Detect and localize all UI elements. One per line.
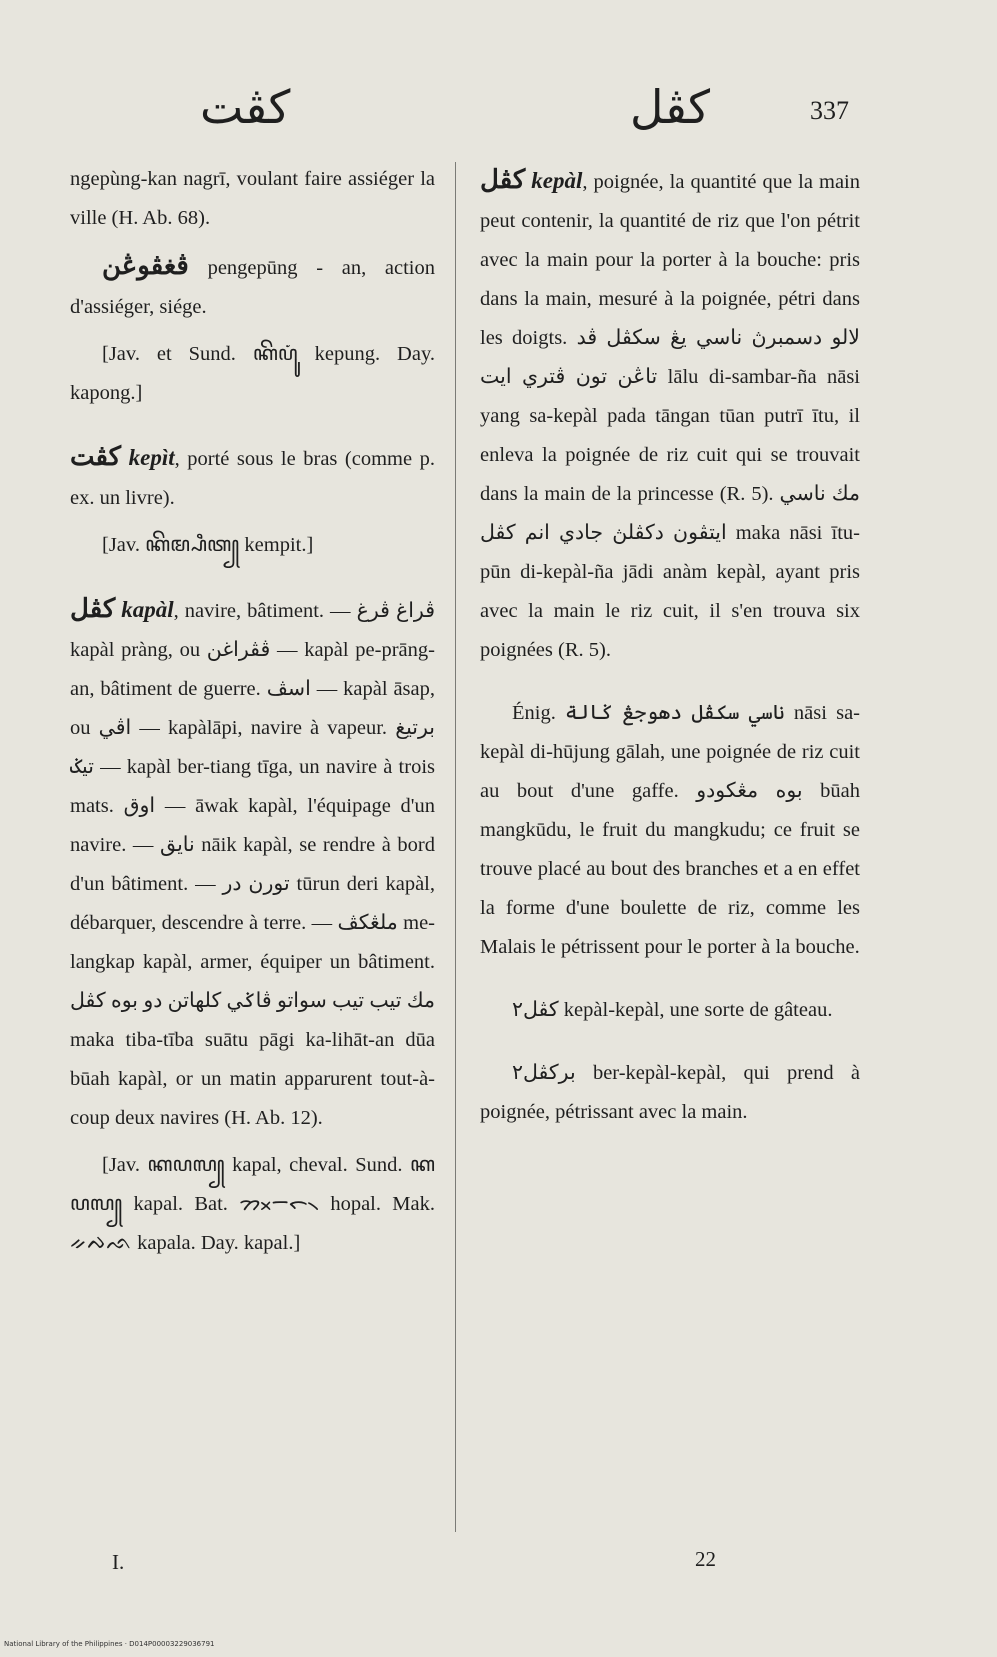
page-number: 337 [810, 96, 849, 125]
arabic-word: ڤغڤوڠن [102, 251, 189, 280]
entry-kepal [480, 160, 860, 670]
entry-kepal-kepal: كڤل٢ kepàl-kepàl, une sorte de gâteau. [512, 999, 833, 1021]
headword: kepìt [128, 445, 175, 470]
headword: kepàl [531, 168, 583, 193]
arabic-headword: كڤل [480, 165, 526, 194]
column-divider [455, 162, 456, 1532]
entry-kapal [70, 589, 435, 1138]
entry-continuation: ngepùng-kan nagrī, voulant faire assiéger la ville (H. Ab. 68). [70, 168, 435, 229]
arabic-headword: كڤت [70, 442, 122, 471]
right-column [480, 160, 860, 1140]
cognates-kempit: [Jav. ꦏꦼꦩ꧀ꦥꦶꦠ꧀ kempit.] [102, 534, 314, 556]
entry-text: , navire, bâtiment. — ڤراغ ڤرغ kapàl pràng, ou ڤڤراغن — kapàl pe-prāng-an, bâtiment de guerre. اسڤ — kapàl āsap, ou اڤي — kapàlāpi, navire à vapeur. برتيغ تيݢ — kapàl ber-tiang tīga, un navire à trois mats. اوق — āwak kapàl, l'équipage d'un navire. — نايق nāik kapàl, se rendre à bord d'un bâtiment. — تورن در tūrun deri kapàl, débarquer, descendre à terre. — ملڠكڤ me-langkap kapàl, armer, équiper un bâtiment. مك تيب تيب سواتو ڤاݢي كلهاتن دو بوه كڤل maka tiba-tība suātu pāgi ka-lihāt-an dūa būah kapàl, or un matin apparurent tout-à-coup deux navires (H. Ab. 12). [70, 600, 436, 1129]
arabic-headword: كڤل [70, 594, 116, 623]
left-column [70, 160, 435, 1271]
entry-pengepungan [70, 246, 435, 327]
headword: kapàl [121, 597, 174, 622]
signature-number: 22 [695, 1547, 716, 1571]
entry-text: pengepūng - an, action d'assiéger, siége. [70, 257, 436, 318]
left-running-head: كڤت [200, 82, 291, 133]
entry-ber-kepal-kepal: بركڤل٢ ber-kepàl-kepàl, qui prend à poignée, pétrissant avec la main. [480, 1062, 860, 1123]
signature-mark: I. [112, 1550, 125, 1574]
entry-kepit [70, 437, 435, 518]
scan-footer: National Library of the Philippines · D014P00003229036791 [4, 1640, 215, 1648]
riddle: Énig. ناسي سكڤل دهوجڠ ݢالة nāsi sa-kepàl di-hūjung gālah, une poignée de riz cuit au bout d'une gaffe. بوه مڠكودو būah mangkūdu, le fruit du mangkudu; ce fruit se trouve placé au bout des branches et a en effet la forme d'une boulette de riz, comme les Malais le pétrissent pour le porter à la bouche. [480, 702, 860, 958]
cognates-kepung: [Jav. et Sund. ꦏꦼꦥꦸꦁ kepung. Day. kapong.] [70, 343, 435, 404]
right-running-head: كڤل [630, 82, 711, 133]
entry-text: , poignée, la quantité que la main peut contenir, la quantité de riz que l'on pétrit avec la main pour la porter à la bouche: pris dans la main, mesuré à la poignée, pétri dans les doigts. لالو دسمبرڽ ناسي يڠ سكڤل ڤد تاڠن تون ڤتري ايت lālu di-sambar-ña nāsi yang sa-kepàl pada tāngan tūan putrī ītu, il enleva la poignée de riz cuit qui se trouvait dans la main de la princesse (R. 5). مك ناسي ايتڤون دكڤلڽ جادي انم كڤل maka nāsi ītu-pūn di-kepàl-ña jādi anàm kepàl, ayant pris avec la main le riz cuit, il s'en trouva six poignées (R. 5). [480, 171, 861, 661]
entry-text: , porté sous le bras (comme p. ex. un livre). [70, 448, 436, 509]
cognates-kapal: [Jav. ꦏꦥꦭ꧀ kapal, cheval. Sund. ꦏꦥꦭ꧀ kapal. Bat. ᯂᯬᯇᯞ᯲ hopal. Mak. ᨀᨄᨒ kapala. Day. kapal.] [70, 1154, 435, 1254]
